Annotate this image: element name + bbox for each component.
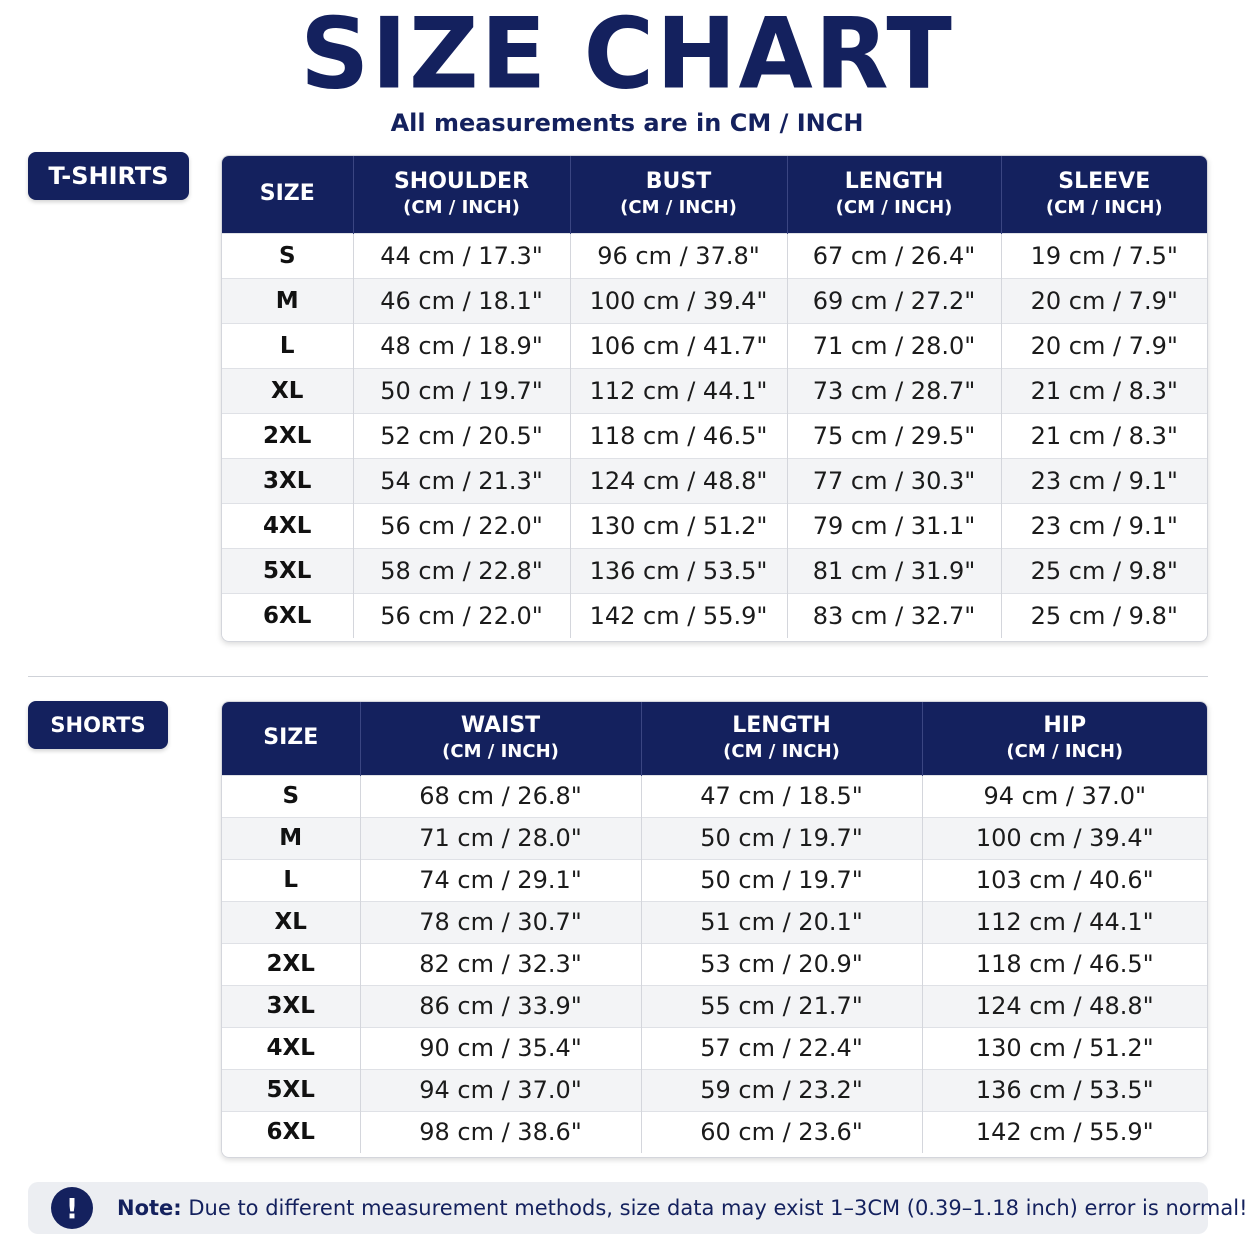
size-cell: XL xyxy=(222,368,353,413)
measurement-cell: 136 cm / 53.5" xyxy=(922,1069,1207,1111)
note-body: Due to different measurement methods, size data may exist 1–3CM (0.39–1.18 inch) error is normal! xyxy=(188,1196,1248,1220)
measurement-cell: 50 cm / 19.7" xyxy=(641,817,922,859)
measurement-cell: 21 cm / 8.3" xyxy=(1001,368,1207,413)
size-cell: 6XL xyxy=(222,1111,360,1153)
header-waist: WAIST (CM / INCH) xyxy=(360,702,641,775)
measurement-cell: 74 cm / 29.1" xyxy=(360,859,641,901)
measurement-cell: 118 cm / 46.5" xyxy=(922,943,1207,985)
measurement-cell: 71 cm / 28.0" xyxy=(787,323,1001,368)
measurement-cell: 75 cm / 29.5" xyxy=(787,413,1001,458)
measurement-cell: 67 cm / 26.4" xyxy=(787,233,1001,278)
measurement-cell: 56 cm / 22.0" xyxy=(353,593,570,638)
note-banner xyxy=(28,1182,1248,1234)
table-row xyxy=(222,859,1207,901)
table-row xyxy=(222,458,1207,503)
measurement-cell: 136 cm / 53.5" xyxy=(570,548,787,593)
size-cell: S xyxy=(222,775,360,817)
measurement-cell: 112 cm / 44.1" xyxy=(570,368,787,413)
measurement-cell: 20 cm / 7.9" xyxy=(1001,278,1207,323)
measurement-cell: 23 cm / 9.1" xyxy=(1001,458,1207,503)
measurement-cell: 79 cm / 31.1" xyxy=(787,503,1001,548)
table-row xyxy=(222,985,1207,1027)
note-text xyxy=(117,1196,1248,1220)
shorts-size-table xyxy=(221,701,1208,1158)
measurement-cell: 100 cm / 39.4" xyxy=(922,817,1207,859)
measurement-cell: 44 cm / 17.3" xyxy=(353,233,570,278)
table-row xyxy=(222,1069,1207,1111)
size-cell: XL xyxy=(222,901,360,943)
measurement-cell: 100 cm / 39.4" xyxy=(570,278,787,323)
measurement-cell: 21 cm / 8.3" xyxy=(1001,413,1207,458)
measurement-cell: 25 cm / 9.8" xyxy=(1001,548,1207,593)
measurement-cell: 48 cm / 18.9" xyxy=(353,323,570,368)
measurement-cell: 83 cm / 32.7" xyxy=(787,593,1001,638)
measurement-cell: 130 cm / 51.2" xyxy=(922,1027,1207,1069)
table-row xyxy=(222,323,1207,368)
exclamation-icon: ! xyxy=(51,1187,93,1229)
page-subtitle: All measurements are in CM / INCH xyxy=(390,109,864,137)
measurement-cell: 50 cm / 19.7" xyxy=(641,859,922,901)
size-cell: 3XL xyxy=(222,458,353,503)
measurement-cell: 71 cm / 28.0" xyxy=(360,817,641,859)
page-title: SIZE CHART xyxy=(300,0,954,112)
measurement-cell: 58 cm / 22.8" xyxy=(353,548,570,593)
table-row xyxy=(222,901,1207,943)
measurement-cell: 86 cm / 33.9" xyxy=(360,985,641,1027)
measurement-cell: 77 cm / 30.3" xyxy=(787,458,1001,503)
measurement-cell: 68 cm / 26.8" xyxy=(360,775,641,817)
size-cell: L xyxy=(222,323,353,368)
header-size: SIZE xyxy=(222,156,353,233)
table-row xyxy=(222,548,1207,593)
measurement-cell: 59 cm / 23.2" xyxy=(641,1069,922,1111)
size-cell: M xyxy=(222,278,353,323)
size-cell: L xyxy=(222,859,360,901)
measurement-cell: 94 cm / 37.0" xyxy=(360,1069,641,1111)
size-cell: 5XL xyxy=(222,548,353,593)
size-cell: 2XL xyxy=(222,943,360,985)
measurement-cell: 81 cm / 31.9" xyxy=(787,548,1001,593)
measurement-cell: 124 cm / 48.8" xyxy=(570,458,787,503)
size-cell: 3XL xyxy=(222,985,360,1027)
size-cell: 2XL xyxy=(222,413,353,458)
table-row xyxy=(222,278,1207,323)
measurement-cell: 47 cm / 18.5" xyxy=(641,775,922,817)
note-label: Note: xyxy=(117,1196,182,1220)
measurement-cell: 106 cm / 41.7" xyxy=(570,323,787,368)
section-divider xyxy=(28,676,1208,677)
table-row xyxy=(222,775,1207,817)
measurement-cell: 98 cm / 38.6" xyxy=(360,1111,641,1153)
table-row xyxy=(222,503,1207,548)
header-length: LENGTH (CM / INCH) xyxy=(641,702,922,775)
measurement-cell: 57 cm / 22.4" xyxy=(641,1027,922,1069)
measurement-cell: 20 cm / 7.9" xyxy=(1001,323,1207,368)
measurement-cell: 90 cm / 35.4" xyxy=(360,1027,641,1069)
measurement-cell: 130 cm / 51.2" xyxy=(570,503,787,548)
measurement-cell: 94 cm / 37.0" xyxy=(922,775,1207,817)
size-cell: 4XL xyxy=(222,503,353,548)
header-hip: HIP (CM / INCH) xyxy=(922,702,1207,775)
measurement-cell: 82 cm / 32.3" xyxy=(360,943,641,985)
header-bust: BUST (CM / INCH) xyxy=(570,156,787,233)
measurement-cell: 51 cm / 20.1" xyxy=(641,901,922,943)
size-cell: 6XL xyxy=(222,593,353,638)
table-row xyxy=(222,413,1207,458)
tshirts-size-table xyxy=(221,155,1208,642)
measurement-cell: 52 cm / 20.5" xyxy=(353,413,570,458)
measurement-cell: 73 cm / 28.7" xyxy=(787,368,1001,413)
table-row xyxy=(222,943,1207,985)
table-row xyxy=(222,233,1207,278)
measurement-cell: 19 cm / 7.5" xyxy=(1001,233,1207,278)
measurement-cell: 112 cm / 44.1" xyxy=(922,901,1207,943)
size-cell: M xyxy=(222,817,360,859)
table-row xyxy=(222,593,1207,638)
header-length: LENGTH (CM / INCH) xyxy=(787,156,1001,233)
table-header-row xyxy=(222,702,1207,775)
header-sleeve: SLEEVE (CM / INCH) xyxy=(1001,156,1207,233)
measurement-cell: 55 cm / 21.7" xyxy=(641,985,922,1027)
measurement-cell: 50 cm / 19.7" xyxy=(353,368,570,413)
measurement-cell: 118 cm / 46.5" xyxy=(570,413,787,458)
measurement-cell: 69 cm / 27.2" xyxy=(787,278,1001,323)
size-cell: 4XL xyxy=(222,1027,360,1069)
table-header-row xyxy=(222,156,1207,233)
measurement-cell: 60 cm / 23.6" xyxy=(641,1111,922,1153)
tshirts-section-label: T-SHIRTS xyxy=(28,152,189,200)
table-row xyxy=(222,817,1207,859)
table-row xyxy=(222,1111,1207,1153)
header-size: SIZE xyxy=(222,702,360,775)
measurement-cell: 46 cm / 18.1" xyxy=(353,278,570,323)
measurement-cell: 54 cm / 21.3" xyxy=(353,458,570,503)
measurement-cell: 78 cm / 30.7" xyxy=(360,901,641,943)
measurement-cell: 124 cm / 48.8" xyxy=(922,985,1207,1027)
table-row xyxy=(222,368,1207,413)
measurement-cell: 142 cm / 55.9" xyxy=(922,1111,1207,1153)
size-cell: 5XL xyxy=(222,1069,360,1111)
shorts-section-label: SHORTS xyxy=(28,701,168,749)
measurement-cell: 142 cm / 55.9" xyxy=(570,593,787,638)
measurement-cell: 103 cm / 40.6" xyxy=(922,859,1207,901)
header-shoulder: SHOULDER (CM / INCH) xyxy=(353,156,570,233)
measurement-cell: 53 cm / 20.9" xyxy=(641,943,922,985)
table-row xyxy=(222,1027,1207,1069)
measurement-cell: 23 cm / 9.1" xyxy=(1001,503,1207,548)
size-cell: S xyxy=(222,233,353,278)
measurement-cell: 96 cm / 37.8" xyxy=(570,233,787,278)
measurement-cell: 56 cm / 22.0" xyxy=(353,503,570,548)
measurement-cell: 25 cm / 9.8" xyxy=(1001,593,1207,638)
